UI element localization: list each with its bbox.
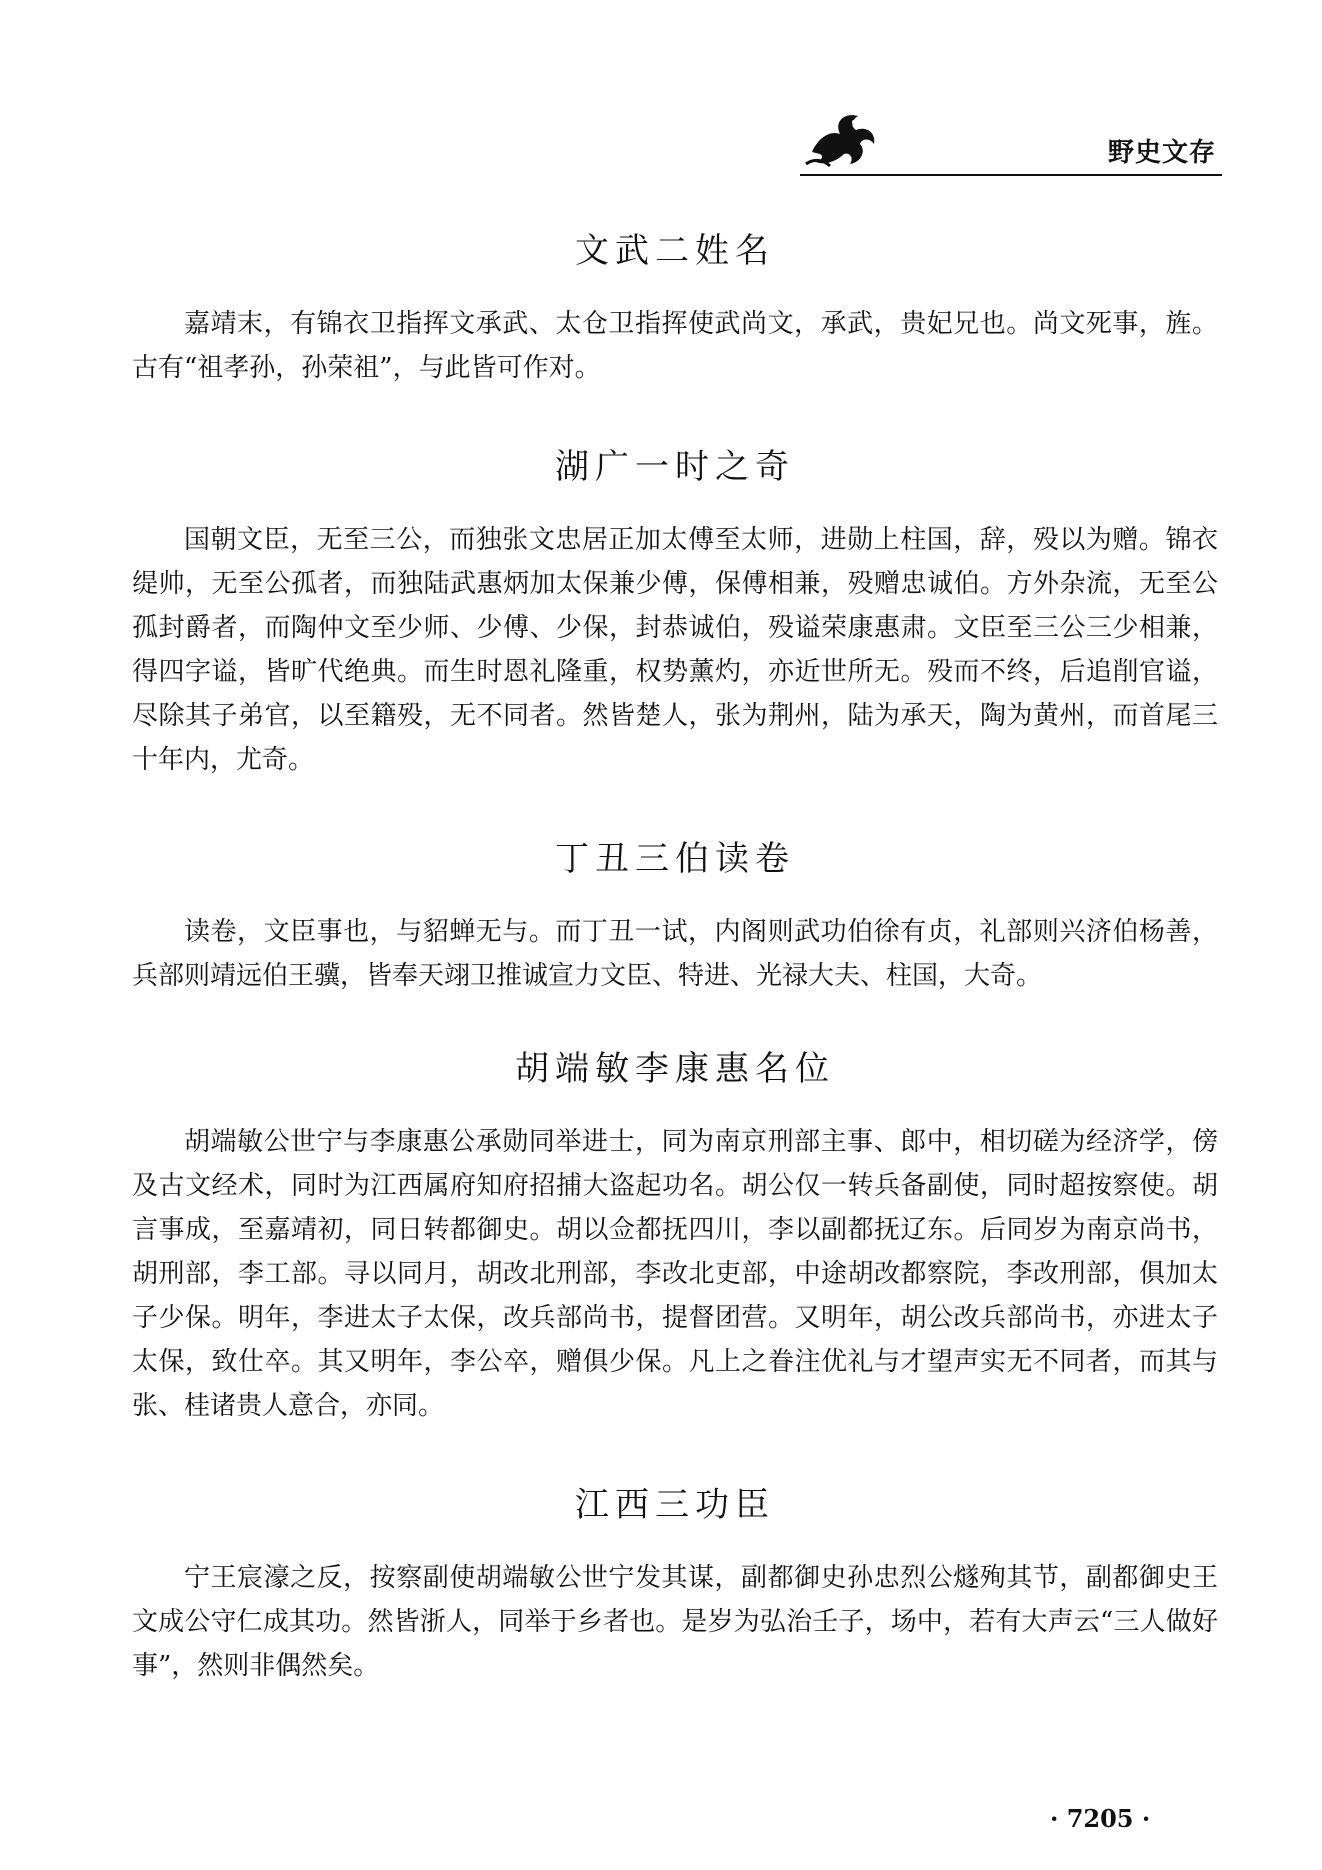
header-rule <box>800 174 1222 176</box>
section-4 <box>132 1044 1218 1428</box>
section-1 <box>132 226 1218 390</box>
section-body: 宁王宸濠之反，按察副使胡端敏公世宁发其谋，副都御史孙忠烈公燧殉其节，副都御史王文成公守仁成其功。然皆浙人，同举于乡者也。是岁为弘治壬子，场中，若有大声云“三人做好事”，然则非偶然矣。 <box>132 1563 1218 1681</box>
section-5 <box>132 1480 1218 1688</box>
section-2 <box>132 442 1218 782</box>
page-number: · 7205 · <box>1050 1804 1151 1833</box>
section-title: 湖广一时之奇 <box>555 447 795 487</box>
section-body: 胡端敏公世宁与李康惠公承勋同举进士，同为南京刑部主事、郎中，相切磋为经济学，傍及古文经术，同时为江西属府知府招捕大盗起功名。胡公仅一转兵备副使，同时超按察使。胡言事成，至嘉靖初，同日转都御史。胡以佥都抚四川，李以副都抚辽东。后同岁为南京尚书，胡刑部，李工部。寻以同月，胡改北刑部，李改北吏部，中途胡改都察院，李改刑部，俱加太子少保。明年，李进太子太保，改兵部尚书，提督团营。又明年，胡公改兵部尚书，亦进太子太保，致仕卒。其又明年，李公卒，赠俱少保。凡上之眷注优礼与才望声实无不同者，而其与张、桂诸贵人意合，亦同。 <box>132 1127 1218 1421</box>
running-header-title: 野史文存 <box>1107 138 1216 168</box>
section-body: 嘉靖末，有锦衣卫指挥文承武、太仓卫指挥使武尚文，承武，贵妃兄也。尚文死事，旌。古有“祖孝孙，孙荣祖”，与此皆可作对。 <box>132 309 1218 383</box>
section-body: 国朝文臣，无至三公，而独张文忠居正加太傅至太师，进勋上柱国，辞，殁以为赠。锦衣缇帅，无至公孤者，而独陆武惠炳加太保兼少傅，保傅相兼，殁赠忠诚伯。方外杂流，无至公孤封爵者，而陶仲文至少师、少傅、少保，封恭诚伯，殁谥荣康惠肃。文臣至三公三少相兼，得四字谥，皆旷代绝典。而生时恩礼隆重，权势薰灼，亦近世所无。殁而不终，后追削官谥，尽除其子弟官，以至籍殁，无不同者。然皆楚人，张为荆州，陆为承天，陶为黄州，而首尾三十年内，尤奇。 <box>132 525 1218 775</box>
section-title: 胡端敏李康惠名位 <box>515 1049 835 1089</box>
running-header <box>800 104 1222 176</box>
section-title: 丁丑三伯读卷 <box>555 839 795 879</box>
section-body: 读卷，文臣事也，与貂蝉无与。而丁丑一试，内阁则武功伯徐有贞，礼部则兴济伯杨善，兵部则靖远伯王骥，皆奉天翊卫推诚宣力文臣、特进、光禄大夫、柱国，大奇。 <box>132 917 1218 991</box>
section-title: 江西三功臣 <box>575 1485 775 1525</box>
section-3 <box>132 834 1218 998</box>
section-title: 文武二姓名 <box>575 231 775 271</box>
dragon-emblem-icon <box>804 108 882 170</box>
